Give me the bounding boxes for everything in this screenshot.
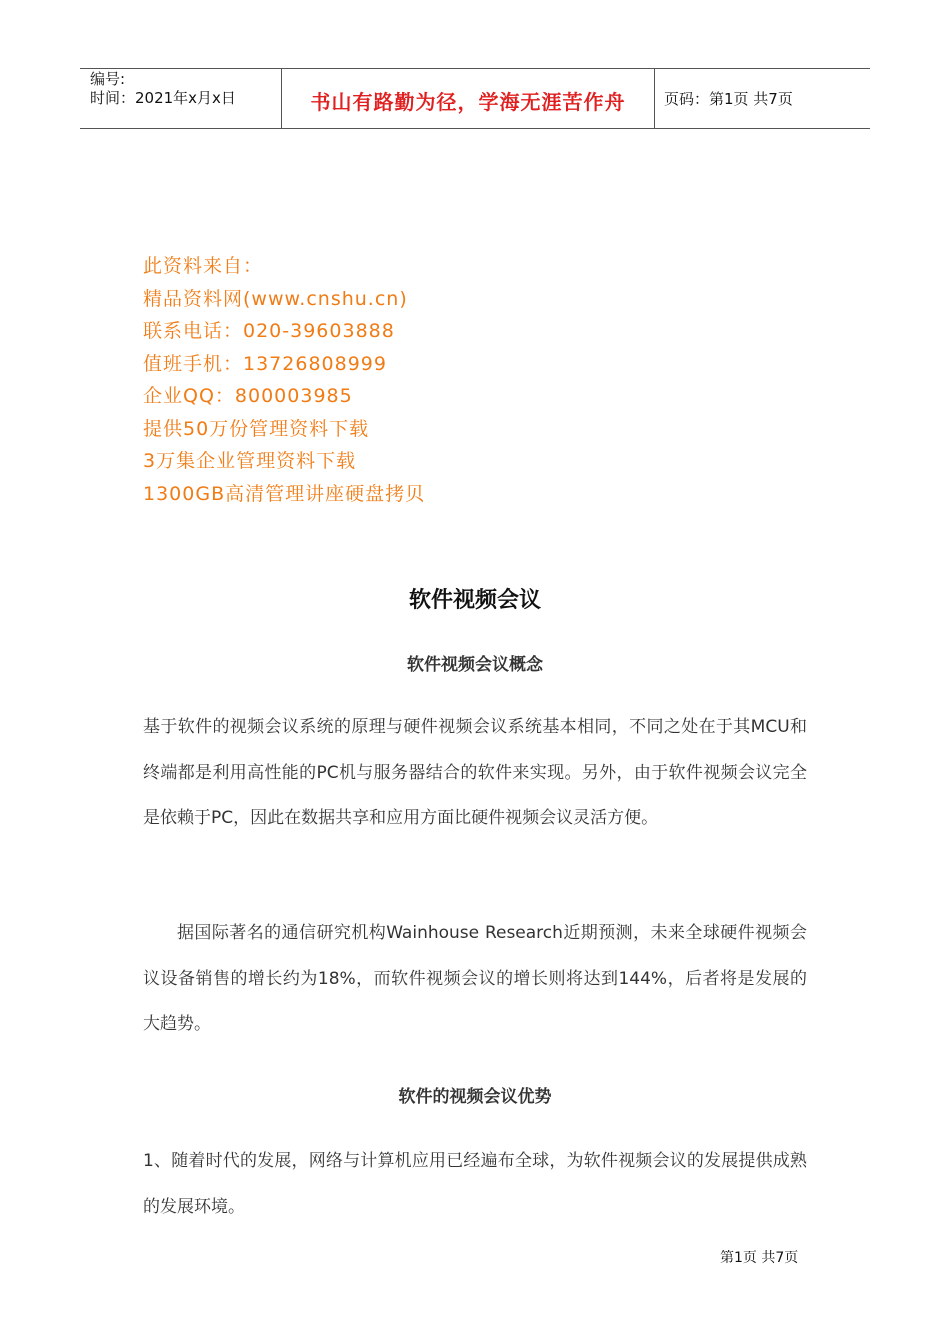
header-bottom-rule xyxy=(80,128,870,129)
footer-page-label: 第1页 共7页 xyxy=(720,1250,799,1266)
header-motto: 书山有路勤为径，学海无涯苦作舟 xyxy=(310,90,626,114)
header-top-rule xyxy=(80,68,870,69)
section-title-concept: 软件视频会议概念 xyxy=(407,655,543,675)
ad-line: 企业QQ：800003985 xyxy=(143,385,353,407)
header-time-label: 时间：2021年x月x日 xyxy=(90,89,236,107)
ad-block xyxy=(143,250,425,510)
paragraph-advantage-1: 1、随着时代的发展，网络与计算机应用已经遍布全球，为软件视频会议的发展提供成熟的发展环境。 xyxy=(143,1151,807,1217)
ad-line: 精品资料网(www.cnshu.cn) xyxy=(143,287,408,310)
ad-line: 3万集企业管理资料下载 xyxy=(143,450,357,472)
document-title: 软件视频会议 xyxy=(408,588,541,613)
ad-line: 提供50万份管理资料下载 xyxy=(143,417,370,440)
ad-line: 1300GB高清管理讲座硬盘拷贝 xyxy=(143,482,426,505)
header-number-label: 编号: xyxy=(90,70,126,88)
paragraph-forecast: 据国际著名的通信研究机构Wainhouse Research近期预测，未来全球硬件视频会议设备销售的增长约为18%，而软件视频会议的增长则将达到144%，后者将是发展的大趋势。 xyxy=(143,923,807,1034)
header-meta xyxy=(90,70,236,108)
paragraph-concept: 基于软件的视频会议系统的原理与硬件视频会议系统基本相同，不同之处在于其MCU和终端都是利用高性能的PC机与服务器结合的软件来实现。另外，由于软件视频会议完全是依赖于PC，因此在数据共享和应用方面比硬件视频会议灵活方便。 xyxy=(143,717,807,828)
header-divider-right xyxy=(654,68,655,129)
ad-line: 联系电话：020-39603888 xyxy=(143,320,395,342)
ad-line: 值班手机：13726808999 xyxy=(143,352,387,375)
header-page-label: 页码：第1页 共7页 xyxy=(664,90,793,108)
ad-line: 此资料来自： xyxy=(143,255,264,277)
section-title-advantages: 软件的视频会议优势 xyxy=(398,1087,552,1107)
